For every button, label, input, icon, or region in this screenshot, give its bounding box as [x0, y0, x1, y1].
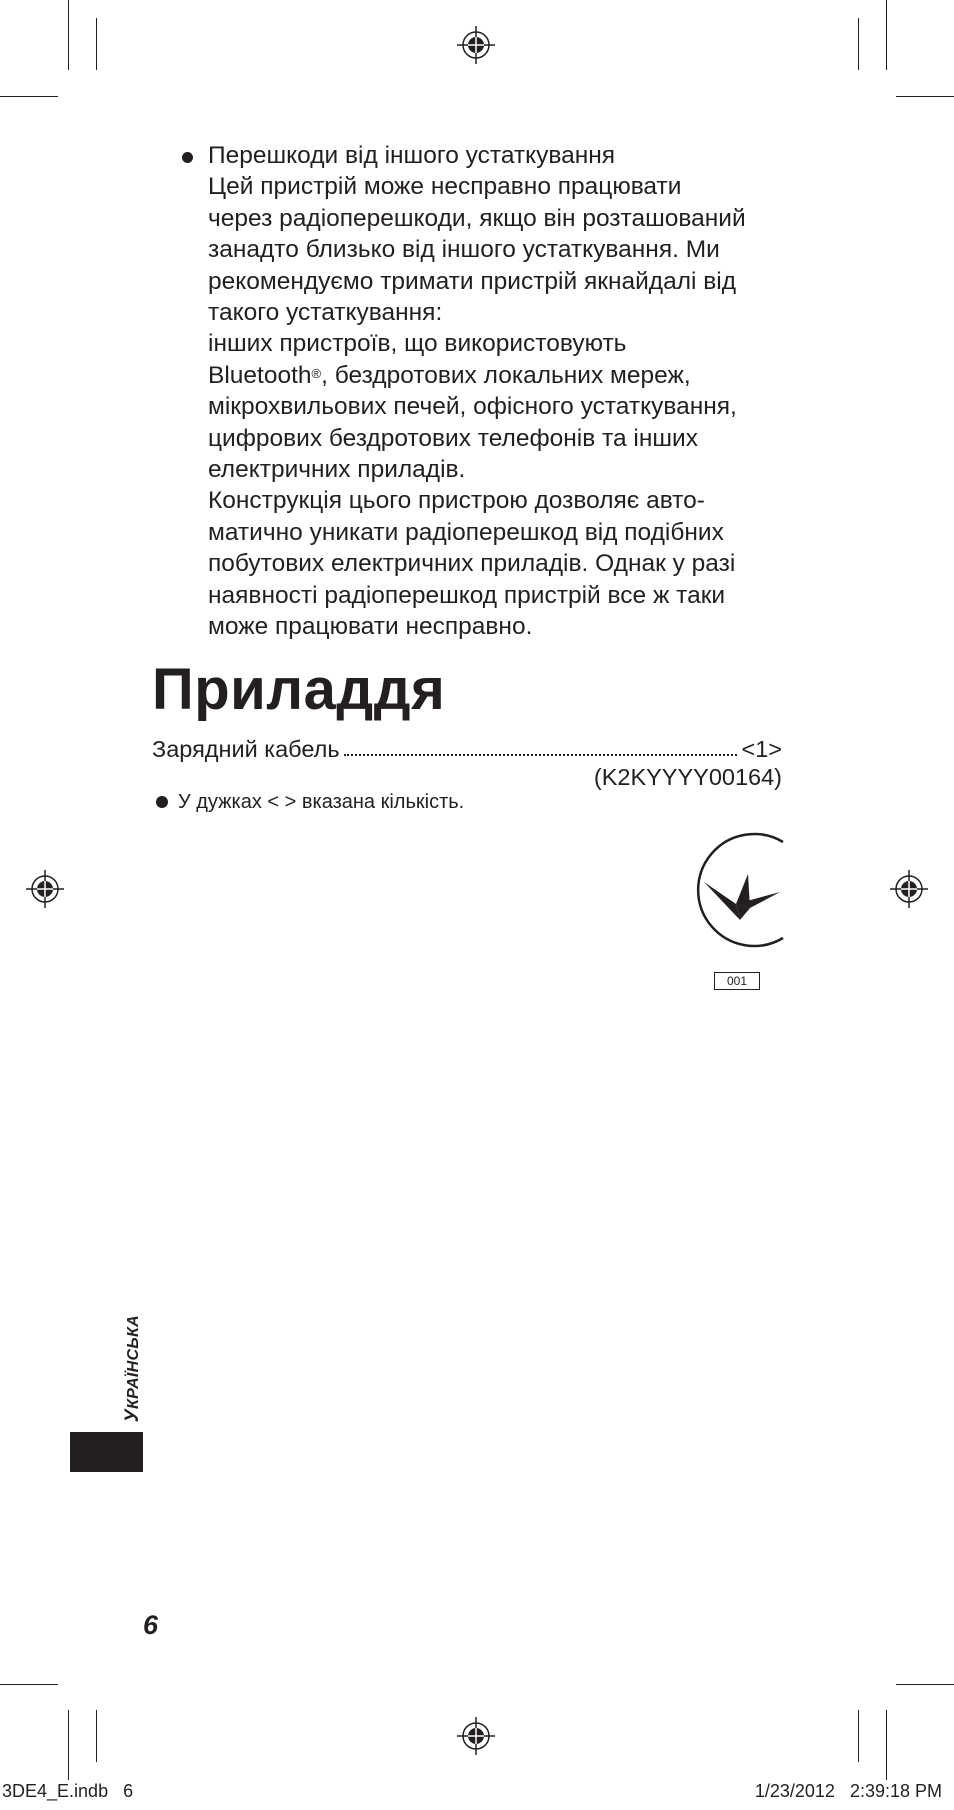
- paragraph-line: інших пристроїв, що використовують: [208, 330, 627, 358]
- crop-mark: [858, 18, 859, 70]
- paragraph-lines: [208, 140, 802, 643]
- bullet-icon: [182, 152, 193, 163]
- accessories-heading: Приладдя: [152, 657, 446, 722]
- paragraph-line: наявності радіоперешкод пристрій все ж таки: [208, 581, 726, 609]
- quantity-note-text: У дужках < > вказана кількість.: [178, 791, 465, 813]
- bullet-icon: [156, 796, 168, 808]
- paragraph-line: рекомендуємо тримати пристрій якнайдалі від: [208, 267, 737, 295]
- registration-mark-icon: [25, 869, 65, 909]
- crop-mark: [96, 1710, 97, 1762]
- paragraph-line: занадто близько від іншого устаткування. Ми: [208, 236, 720, 264]
- crop-mark: [896, 1684, 954, 1685]
- language-tab-label: УКРАЇНСЬКА: [122, 1315, 143, 1423]
- paragraph-line: цифрових бездротових телефонів та інших: [208, 424, 698, 452]
- paragraph-line: Цей пристрій може несправно працювати: [208, 173, 682, 201]
- registered-mark: ®: [311, 365, 322, 381]
- dot-leader: [344, 734, 738, 756]
- language-tab-block: [70, 1432, 143, 1472]
- bluetooth-word: Bluetooth: [208, 361, 312, 389]
- paragraph-line: мікрохвильових печей, офісного устаткування,: [208, 393, 737, 421]
- accessory-row: [152, 734, 782, 764]
- crop-mark: [886, 0, 887, 70]
- slug-right: 1/23/2012 2:39:18 PM: [754, 1781, 942, 1801]
- registration-mark-icon: [456, 1716, 496, 1756]
- paragraph-line: такого устаткування:: [208, 299, 443, 327]
- accessory-label: Зарядний кабель: [152, 736, 340, 762]
- bluetooth-rest: , бездротових локальних мереж,: [321, 361, 691, 389]
- accessory-part-code: (K2KYYYY00164): [593, 764, 782, 790]
- registration-mark-icon: [456, 25, 496, 65]
- interference-paragraph: [182, 140, 802, 643]
- crop-mark: [68, 0, 69, 70]
- crop-mark: [0, 96, 58, 97]
- crop-mark: [886, 1710, 887, 1780]
- slug-left: 3DE4_E.indb 6: [2, 1781, 134, 1801]
- conformity-mark-icon: [674, 832, 790, 960]
- paragraph-line: електричних приладів.: [208, 456, 466, 484]
- registration-mark-icon: [889, 869, 929, 909]
- crop-mark: [68, 1710, 69, 1780]
- paragraph-line: побутових електричних приладів. Однак у разі: [208, 550, 736, 578]
- crop-mark: [96, 18, 97, 70]
- quantity-note: [156, 788, 464, 816]
- paragraph-line: може працювати несправно.: [208, 613, 533, 641]
- certificate-code: 001: [714, 972, 760, 990]
- paragraph-line-bluetooth: [208, 360, 802, 391]
- accessory-quantity: <1>: [741, 736, 782, 762]
- paragraph-line: матично уникати радіоперешкод від подібних: [208, 518, 724, 546]
- page-number: 6: [143, 1610, 159, 1640]
- crop-mark: [896, 96, 954, 97]
- paragraph-line: через радіоперешкоди, якщо він розташований: [208, 204, 746, 232]
- crop-mark: [0, 1684, 58, 1685]
- paragraph-line: Конструкція цього пристрою дозволяє авто-: [208, 487, 705, 515]
- crop-mark: [858, 1710, 859, 1762]
- paragraph-line: Перешкоди від іншого устаткування: [208, 142, 616, 169]
